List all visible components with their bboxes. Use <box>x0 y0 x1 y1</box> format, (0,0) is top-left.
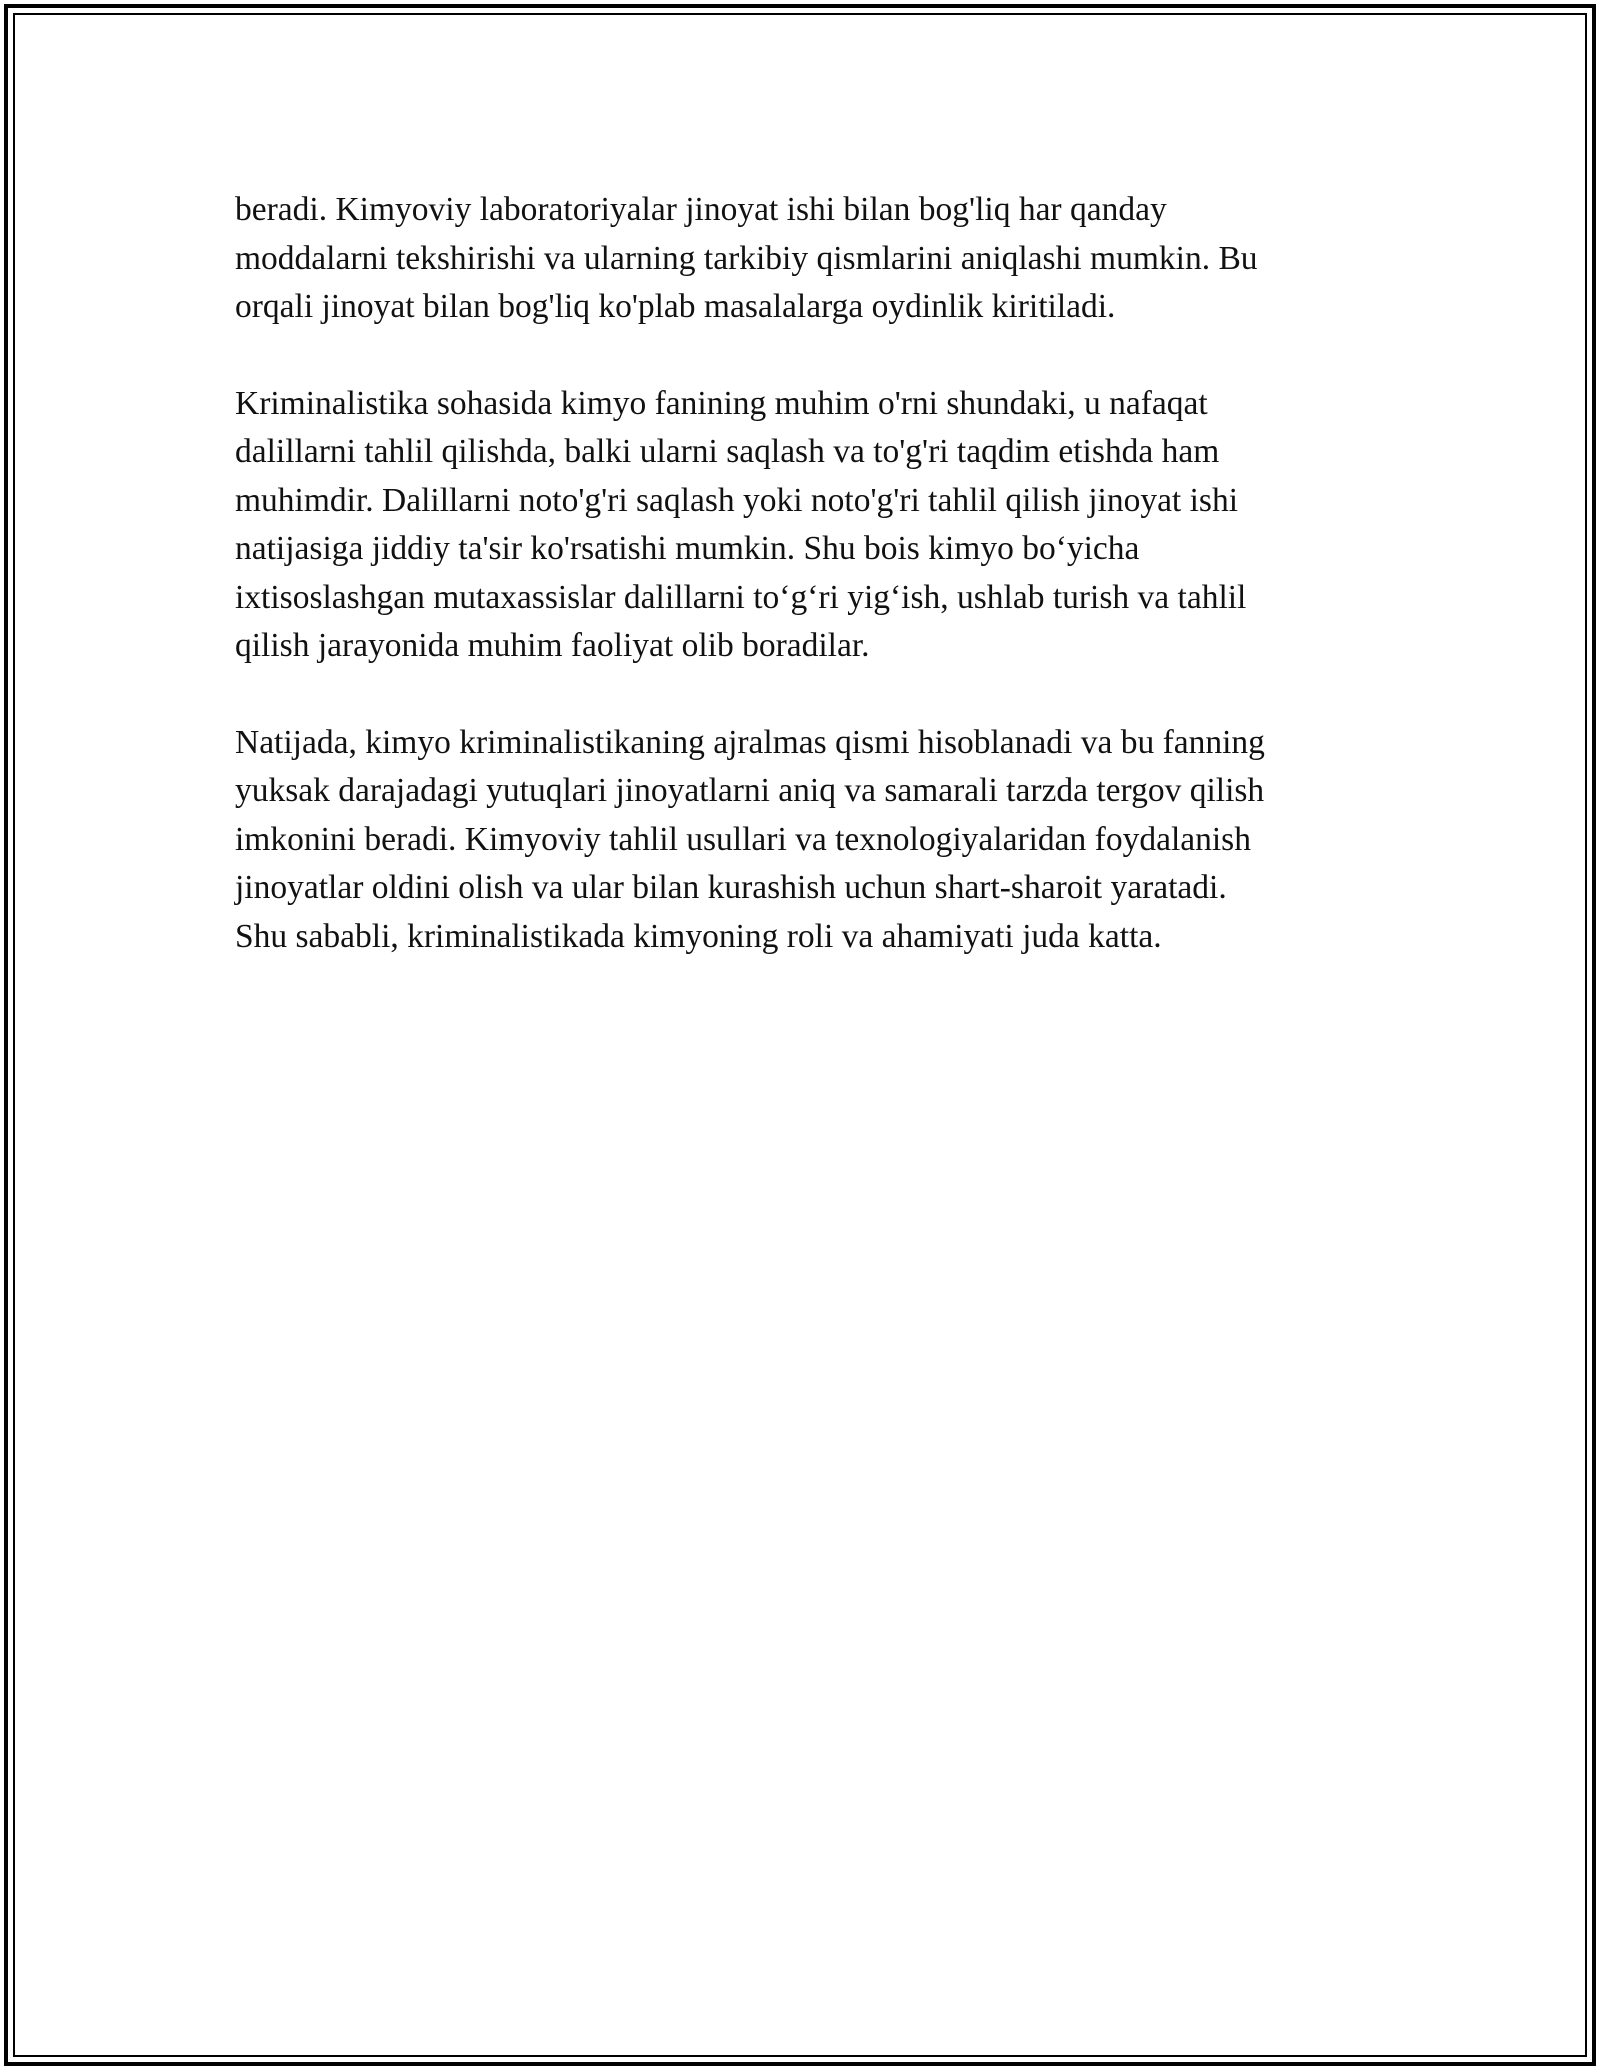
document-body <box>235 186 1395 1009</box>
text-line: ixtisoslashgan mutaxassislar dalillarni to‘g‘ri yig‘ish, ushlab turish va tahlil <box>235 578 1247 616</box>
paragraph <box>235 186 1395 332</box>
text-line: jinoyatlar oldini olish va ular bilan kurashish uchun shart-sharoit yaratadi. <box>235 869 1227 906</box>
text-line: dalillarni tahlil qilishda, balki ularni saqlash va to'g'ri taqdim etishda ham <box>235 433 1220 470</box>
text-line: imkonini beradi. Kimyoviy tahlil usullari va texnologiyalaridan foydalanish <box>235 820 1251 858</box>
text-line: Natijada, kimyo kriminalistikaning ajralmas qismi hisoblanadi va bu fanning <box>235 723 1265 761</box>
text-line: beradi. Kimyoviy laboratoriyalar jinoyat ishi bilan bog'liq har qanday <box>235 191 1167 228</box>
text-line: muhimdir. Dalillarni noto'g'ri saqlash yoki noto'g'ri tahlil qilish jinoyat ishi <box>235 481 1239 519</box>
text-line: natijasiga jiddiy ta'sir ko'rsatishi mumkin. Shu bois kimyo bo‘yicha <box>235 530 1140 567</box>
paragraph <box>235 719 1395 962</box>
text-line: qilish jarayonida muhim faoliyat olib boradilar. <box>235 627 870 664</box>
paragraph <box>235 380 1395 671</box>
text-line: Shu sababli, kriminalistikada kimyoning roli va ahamiyati juda katta. <box>235 917 1162 955</box>
text-line: yuksak darajadagi yutuqlari jinoyatlarni aniq va samarali tarzda tergov qilish <box>235 772 1265 809</box>
text-line: orqali jinoyat bilan bog'liq ko'plab masalalarga oydinlik kiritiladi. <box>235 288 1116 325</box>
text-line: Kriminalistika sohasida kimyo fanining muhim o'rni shundaki, u nafaqat <box>235 384 1208 422</box>
text-line: moddalarni tekshirishi va ularning tarkibiy qismlarini aniqlashi mumkin. Bu <box>235 239 1258 277</box>
